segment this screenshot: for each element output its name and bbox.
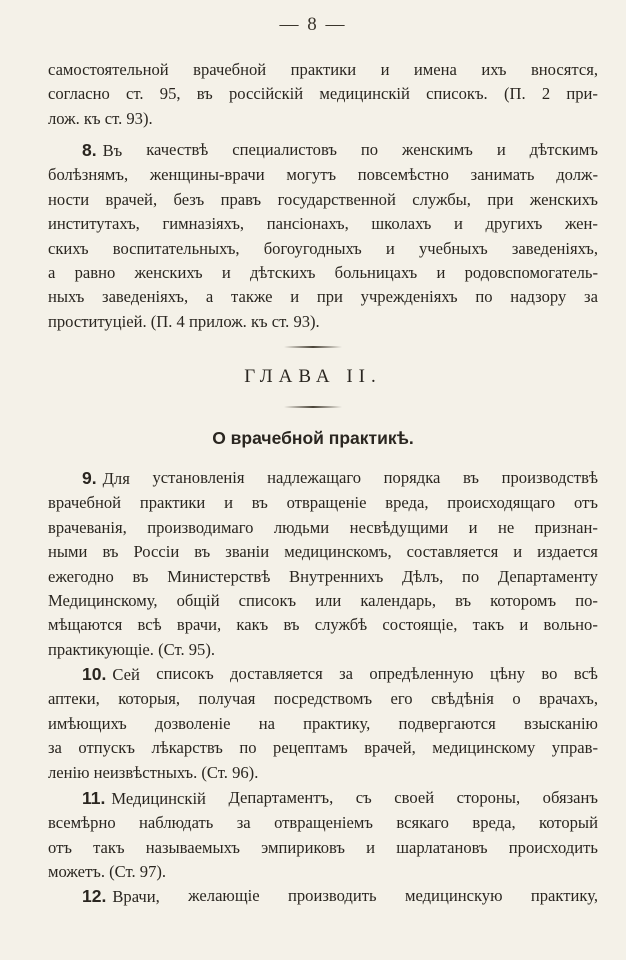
article-number: 11. bbox=[82, 788, 106, 808]
article-8 bbox=[48, 138, 598, 334]
text-line: лож. къ ст. 93). bbox=[48, 108, 153, 128]
text-line: ежегодно въ Министерствѣ Внутреннихъ Дѣлъ, по Департаменту bbox=[48, 566, 598, 586]
section-title: О врачебной практикѣ. bbox=[212, 428, 414, 448]
text-line: 12. Врачи, желающіе производить медицинскую практику, bbox=[82, 886, 598, 906]
text-line: можетъ. (Ст. 97). bbox=[48, 862, 167, 882]
text-line: врачебной практики и въ отвращеніе вреда, происходящаго отъ bbox=[48, 493, 598, 513]
article-10 bbox=[48, 662, 598, 785]
text-line: аптеки, которыя, получая посредствомъ его свѣдѣнія о врачахъ, bbox=[48, 689, 598, 709]
text-line: ности врачей, безъ правъ государственной службы, при женскихъ bbox=[48, 189, 598, 209]
divider-rule bbox=[284, 406, 342, 408]
text-line: за отпускъ лѣкарствъ по рецептамъ врачей, медицинскому управ- bbox=[48, 738, 598, 758]
text-line: практикующіе. (Ст. 95). bbox=[48, 639, 216, 659]
text-line: самостоятельной врачебной практики и имена ихъ вносятся, bbox=[48, 60, 598, 79]
text-line: всемѣрно наблюдать за отвращеніемъ всякаго вреда, который bbox=[48, 813, 598, 833]
page-number: — 8 — bbox=[279, 14, 347, 35]
text-line: 9. Для установленія надлежащаго порядка въ производствѣ bbox=[82, 468, 598, 488]
text-line: согласно ст. 95, въ россійскій медицинскій списокъ. (П. 2 при- bbox=[48, 84, 598, 104]
text-line: мѣщаются всѣ врачи, какъ въ службѣ состоящіе, такъ и вольно- bbox=[48, 615, 598, 635]
article-number: 12. bbox=[82, 886, 107, 906]
paragraph-continuation bbox=[48, 58, 598, 131]
text-line: 11. Медицинскій Департаментъ, съ своей стороны, обязанъ bbox=[82, 788, 598, 808]
article-number: 8. bbox=[82, 140, 97, 160]
article-number: 9. bbox=[82, 468, 97, 488]
text-line: скихъ воспитательныхъ, богоугодныхъ и учебныхъ заведеніяхъ, bbox=[48, 238, 598, 258]
text-line: 10. Сей списокъ доставляется за опредѣленную цѣну во всѣ bbox=[82, 664, 598, 684]
text-line: ныхъ заведеніяхъ, а также и при учрежденіяхъ по надзору за bbox=[48, 287, 598, 307]
text-line: проституціей. (П. 4 прилож. къ ст. 93). bbox=[48, 311, 320, 331]
text-line: а равно женскихъ и дѣтскихъ больницахъ и родовспомогатель- bbox=[48, 263, 598, 283]
text-line: институтахъ, гимназіяхъ, пансіонахъ, школахъ и другихъ жен- bbox=[48, 214, 598, 234]
text-line: ными въ Россіи въ званіи медицинскомъ, составляется и издается bbox=[48, 542, 598, 562]
text-line: болѣзнямъ, женщины-врачи могутъ повсемѣстно занимать долж- bbox=[48, 165, 598, 185]
text-line: ленію неизвѣстныхъ. (Ст. 96). bbox=[48, 762, 259, 782]
article-number: 10. bbox=[82, 664, 107, 684]
text-line: имѣющихъ дозволеніе на практику, подвергаются взысканію bbox=[48, 713, 598, 733]
chapter-title: ГЛАВА II. bbox=[244, 366, 382, 387]
text-line: отъ такъ называемыхъ эмпириковъ и шарлатановъ происходить bbox=[48, 837, 598, 857]
text-line: врачеванія, производимаго людьми несвѣдущими и не признан- bbox=[48, 517, 598, 537]
text-line: 8. Въ качествѣ специалистовъ по женскимъ и дѣтскимъ bbox=[82, 140, 598, 160]
article-11 bbox=[48, 786, 598, 885]
article-12 bbox=[48, 884, 598, 909]
article-9 bbox=[48, 466, 598, 662]
divider-rule bbox=[284, 346, 342, 348]
text-line: Медицинскому, общій списокъ или календарь, въ которомъ по- bbox=[48, 591, 598, 611]
